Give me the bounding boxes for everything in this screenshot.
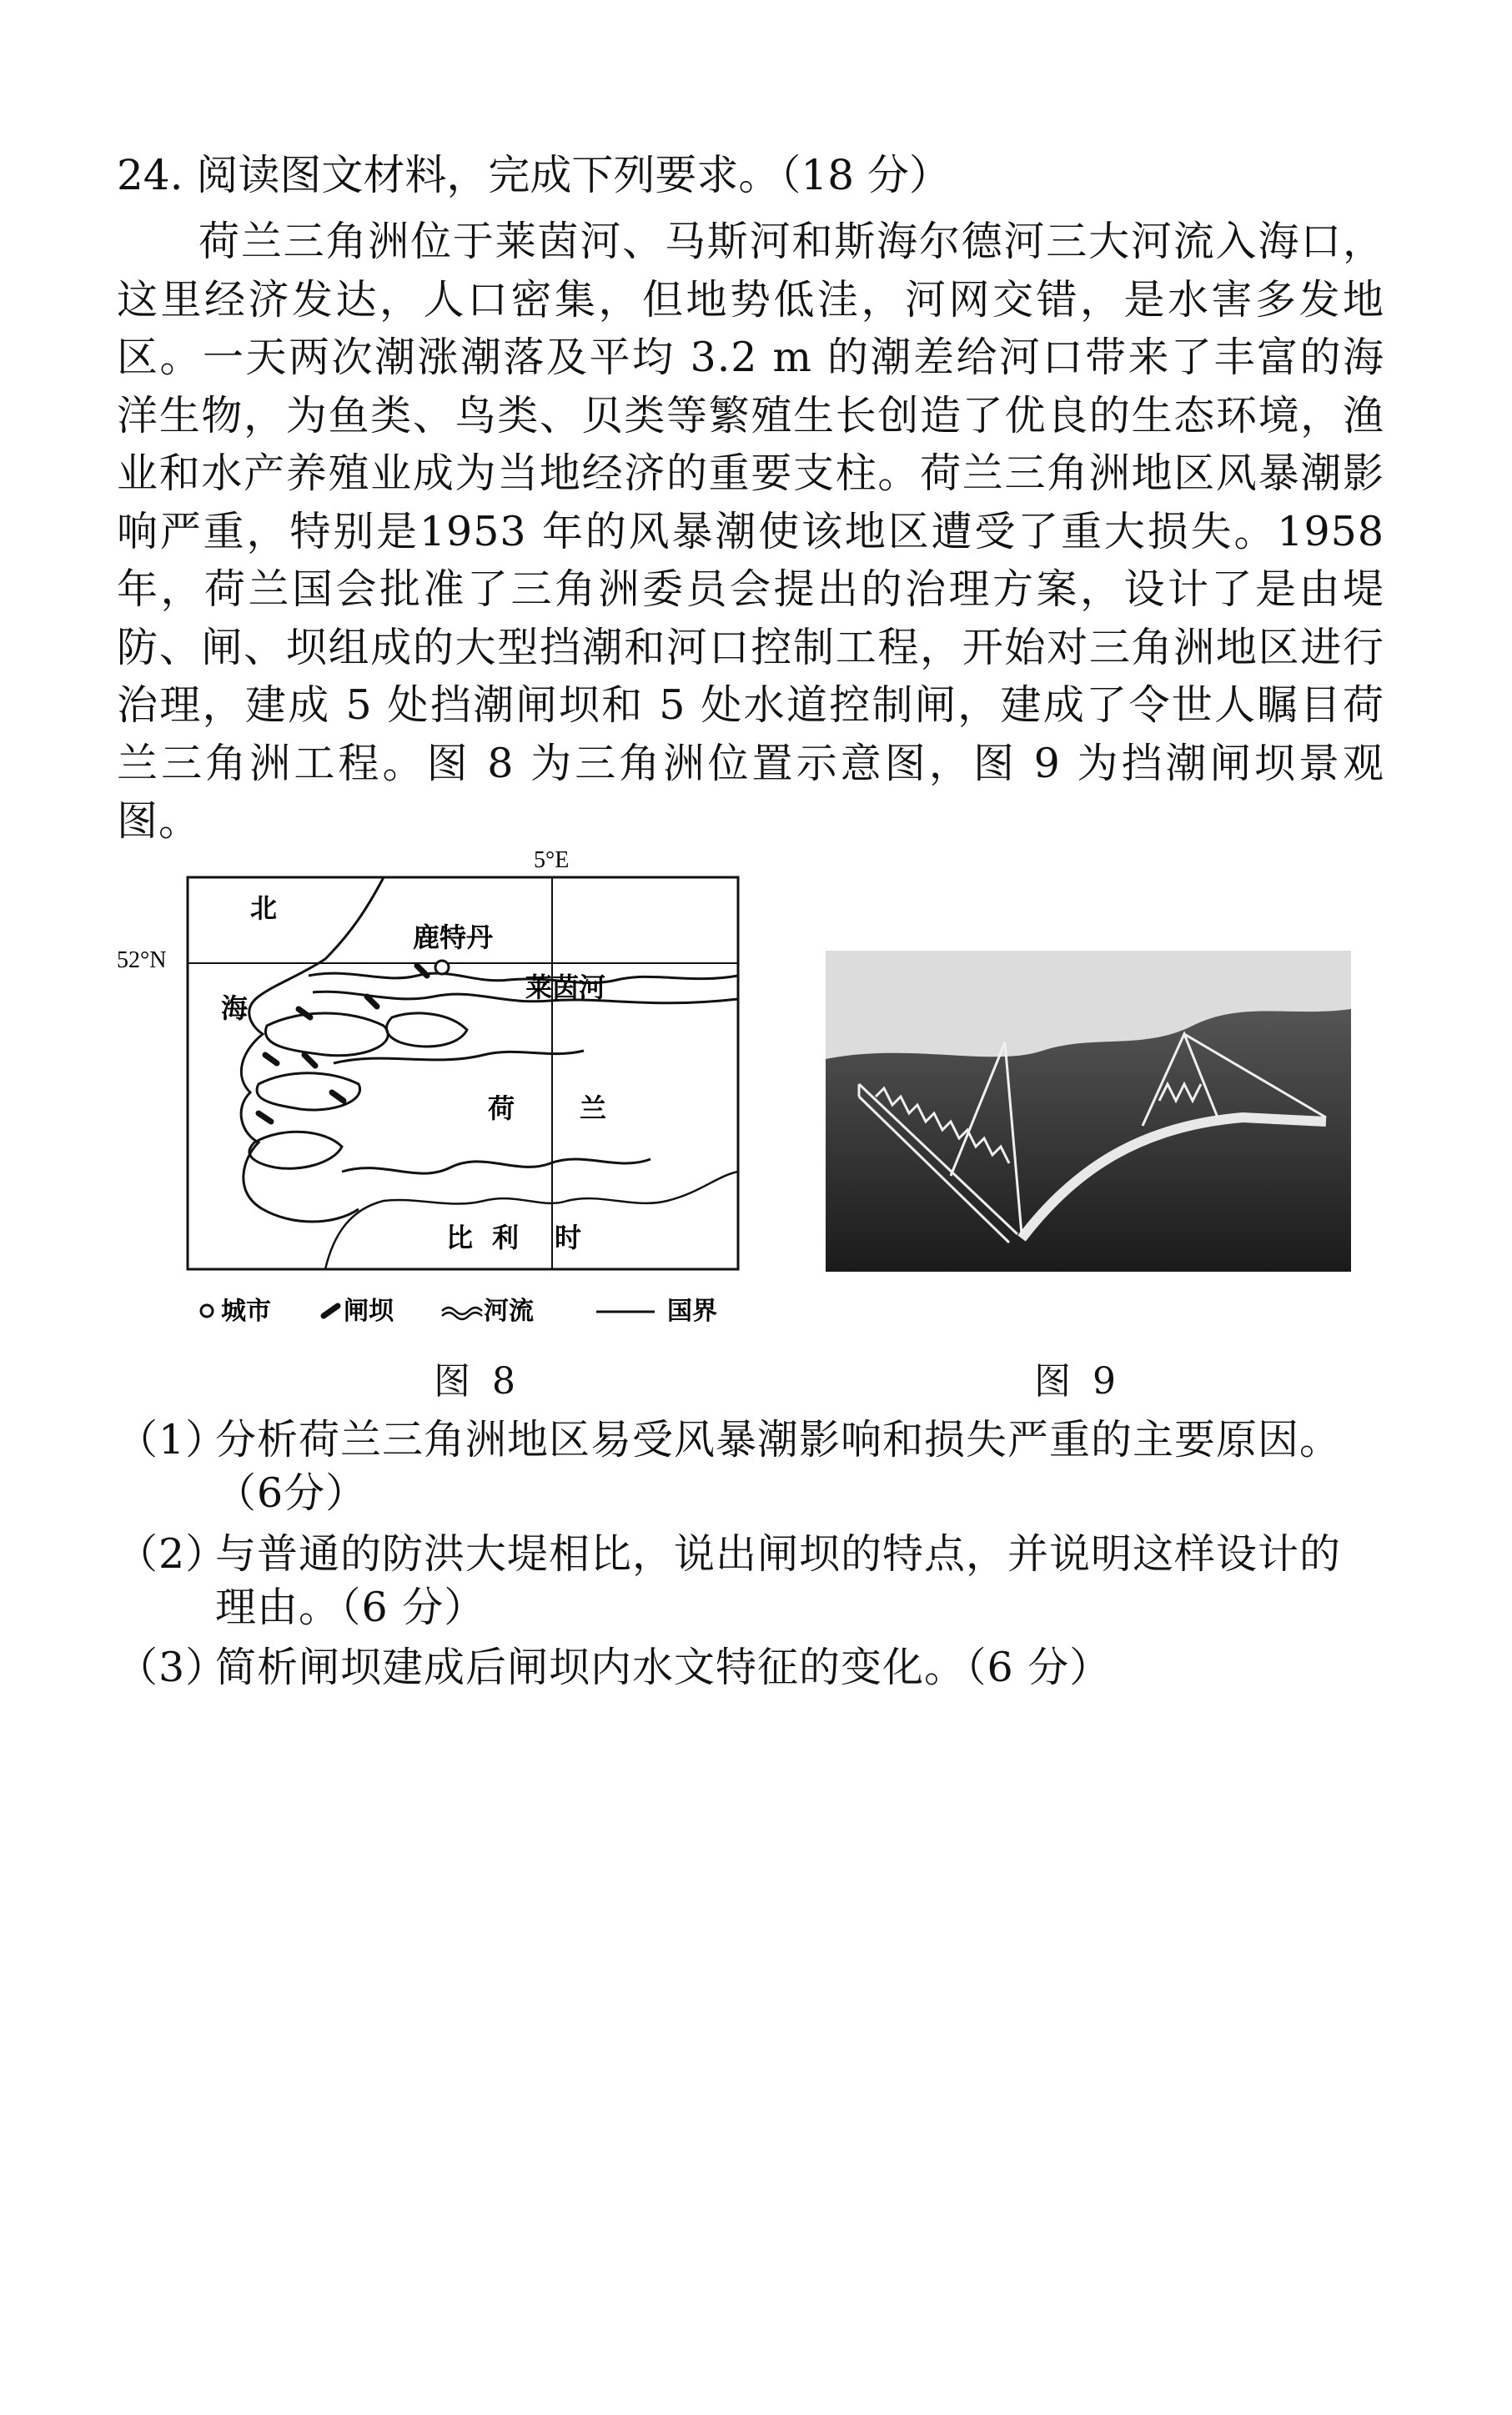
legend-river-label: 河流 bbox=[484, 1297, 534, 1326]
delta-island-1 bbox=[265, 1013, 388, 1056]
map-label-netherlands-2: 兰 bbox=[580, 1092, 607, 1124]
subquestion-1 bbox=[117, 1413, 1401, 1520]
legend-dam-label: 闸坝 bbox=[344, 1297, 394, 1326]
dam-5 bbox=[332, 1092, 344, 1101]
figure-9-caption: 图 9 bbox=[1034, 1360, 1121, 1403]
subquestion-3-number: （3） bbox=[117, 1644, 228, 1691]
delta-island-4 bbox=[249, 1132, 342, 1168]
legend-city-label: 城市 bbox=[221, 1297, 271, 1326]
subquestion-2-continuation: 理由。（6 分） bbox=[215, 1584, 486, 1631]
dam-4 bbox=[304, 1055, 315, 1066]
delta-river-1 bbox=[309, 973, 738, 982]
coastline bbox=[241, 877, 384, 1222]
national-border bbox=[325, 1172, 738, 1269]
map-label-belgium-3: 时 bbox=[555, 1222, 582, 1253]
dam-3 bbox=[259, 1113, 271, 1122]
map-label-belgium-1: 比 bbox=[446, 1222, 474, 1253]
subquestion-2-text: 与普通的防洪大堤相比，说出闸坝的特点，并说明这样设计的 bbox=[215, 1530, 1342, 1578]
map-label-north: 北 bbox=[250, 892, 278, 924]
subquestion-1-score: （6分） bbox=[215, 1469, 368, 1517]
longitude-label: 5°E bbox=[534, 847, 570, 873]
map-label-belgium-2: 利 bbox=[492, 1222, 520, 1253]
delta-river-4 bbox=[342, 1159, 651, 1173]
question-passage: 荷兰三角洲位于莱茵河、马斯河和斯海尔德河三大河流入海口，这里经济发达，人口密集，但地势低洼，河网交错，是水害多发地区。一天两次潮涨潮落及平均 3.2 m 的潮差给河口带来了丰富的海洋生物，为鱼类、鸟类、贝类等繁殖生长创造了优良的生态环境，渔业和水产养殖业成为当地经济的重要支柱。荷兰三角洲地区风暴潮影响严重，特别是1953 年的风暴潮使该地区遭受了重大损失。1958 年，荷兰国会批准了三角洲委员会提出的治理方案，设计了是由堤防、闸、坝组成的大型挡潮和河口控制工程，开始对三角洲地区进行治理，建成 5 处挡潮闸坝和 5 处水道控制闸，建成了令世人瞩目荷兰三角洲工程。图 8 为三角洲位置示意图，图 9 为挡潮闸坝景观图。 bbox=[117, 218, 1384, 845]
legend-city-icon bbox=[201, 1305, 213, 1317]
subquestion-1-number: （1） bbox=[117, 1416, 228, 1464]
subquestion-1-text: 分析荷兰三角洲地区易受风暴潮影响和损失严重的主要原因。 bbox=[215, 1416, 1342, 1464]
dam-2 bbox=[265, 1055, 277, 1063]
legend-river-icon bbox=[442, 1308, 482, 1319]
map-label-sea: 海 bbox=[221, 992, 249, 1024]
figure-8-map bbox=[117, 842, 751, 1384]
figure-9-photo bbox=[826, 951, 1351, 1272]
legend-dam-icon bbox=[324, 1306, 338, 1316]
subquestion-3 bbox=[117, 1641, 1401, 1695]
map-label-rotterdam: 鹿特丹 bbox=[413, 921, 494, 953]
delta-river-3 bbox=[334, 1051, 584, 1063]
subquestion-2-number: （2） bbox=[117, 1530, 228, 1578]
map-label-rhine: 莱茵河 bbox=[525, 972, 606, 1003]
city-rotterdam-marker bbox=[435, 961, 449, 974]
delta-island-2 bbox=[386, 1013, 467, 1047]
figure-8-caption: 图 8 bbox=[434, 1360, 520, 1403]
subquestion-3-text: 简析闸坝建成后闸坝内水文特征的变化。（6 分） bbox=[215, 1644, 1112, 1691]
subquestion-2 bbox=[117, 1528, 1401, 1634]
dam-6 bbox=[367, 997, 377, 1007]
delta-island-3 bbox=[257, 1073, 360, 1110]
question-title: 24. 阅读图文材料，完成下列要求。（18 分） bbox=[117, 151, 951, 199]
legend-border-label: 国界 bbox=[667, 1297, 717, 1326]
map-legend bbox=[201, 1297, 717, 1326]
latitude-label: 52°N bbox=[117, 947, 167, 973]
map-label-netherlands-1: 荷 bbox=[488, 1092, 515, 1124]
